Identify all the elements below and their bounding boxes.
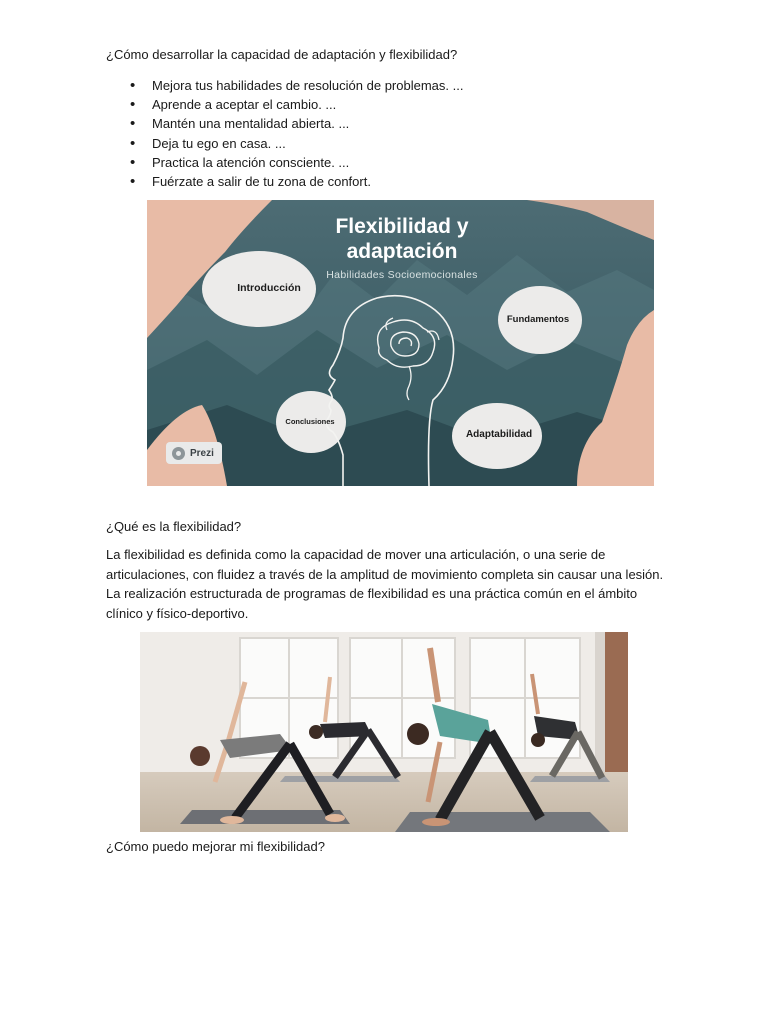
slide-title-line-1: Flexibilidad y xyxy=(335,215,469,238)
yoga-class-photo xyxy=(140,632,628,832)
list-item: • Practica la atención consciente. ... xyxy=(130,153,463,172)
definition-paragraph: La flexibilidad es definida como la capacidad de mover una articulación, o una serie de articulaciones, con fluidez a través de la amplitud de movimiento completa sin causar una lesión. La realización estructurada de programas de flexibilidad es una práctica común en el ámbito clínico y físico-deportivo. xyxy=(106,547,664,621)
list-item: • Fuérzate a salir de tu zona de confort. xyxy=(130,172,463,191)
slide-title-line-2: adaptación xyxy=(346,240,458,263)
list-item: • Aprende a aceptar el cambio. ... xyxy=(130,95,463,114)
prezi-slide-image xyxy=(147,200,654,486)
list-item: • Deja tu ego en casa. ... xyxy=(130,134,463,153)
slide-title xyxy=(297,214,507,264)
list-item: • Mantén una mentalidad abierta. ... xyxy=(130,114,463,133)
topic-introduccion: Introducción xyxy=(237,282,301,294)
heading-question-definition: ¿Qué es la flexibilidad? xyxy=(106,519,242,534)
prezi-badge-label: Prezi xyxy=(190,447,214,459)
prezi-badge xyxy=(166,442,222,464)
topic-adaptabilidad: Adaptabilidad xyxy=(465,429,533,440)
topic-fundamentos: Fundamentos xyxy=(506,314,570,325)
prezi-logo-icon xyxy=(172,447,185,460)
tips-list xyxy=(130,76,463,191)
heading-question-improve: ¿Cómo puedo mejorar mi flexibilidad? xyxy=(106,839,325,854)
list-item: • Mejora tus habilidades de resolución de problemas. ... xyxy=(130,76,463,95)
yoga-photo-illustration xyxy=(140,632,628,832)
slide-subtitle: Habilidades Socioemocionales xyxy=(326,269,478,281)
topic-conclusiones: Conclusiones xyxy=(285,417,335,426)
heading-question-adaptation: ¿Cómo desarrollar la capacidad de adaptación y flexibilidad? xyxy=(106,47,458,62)
